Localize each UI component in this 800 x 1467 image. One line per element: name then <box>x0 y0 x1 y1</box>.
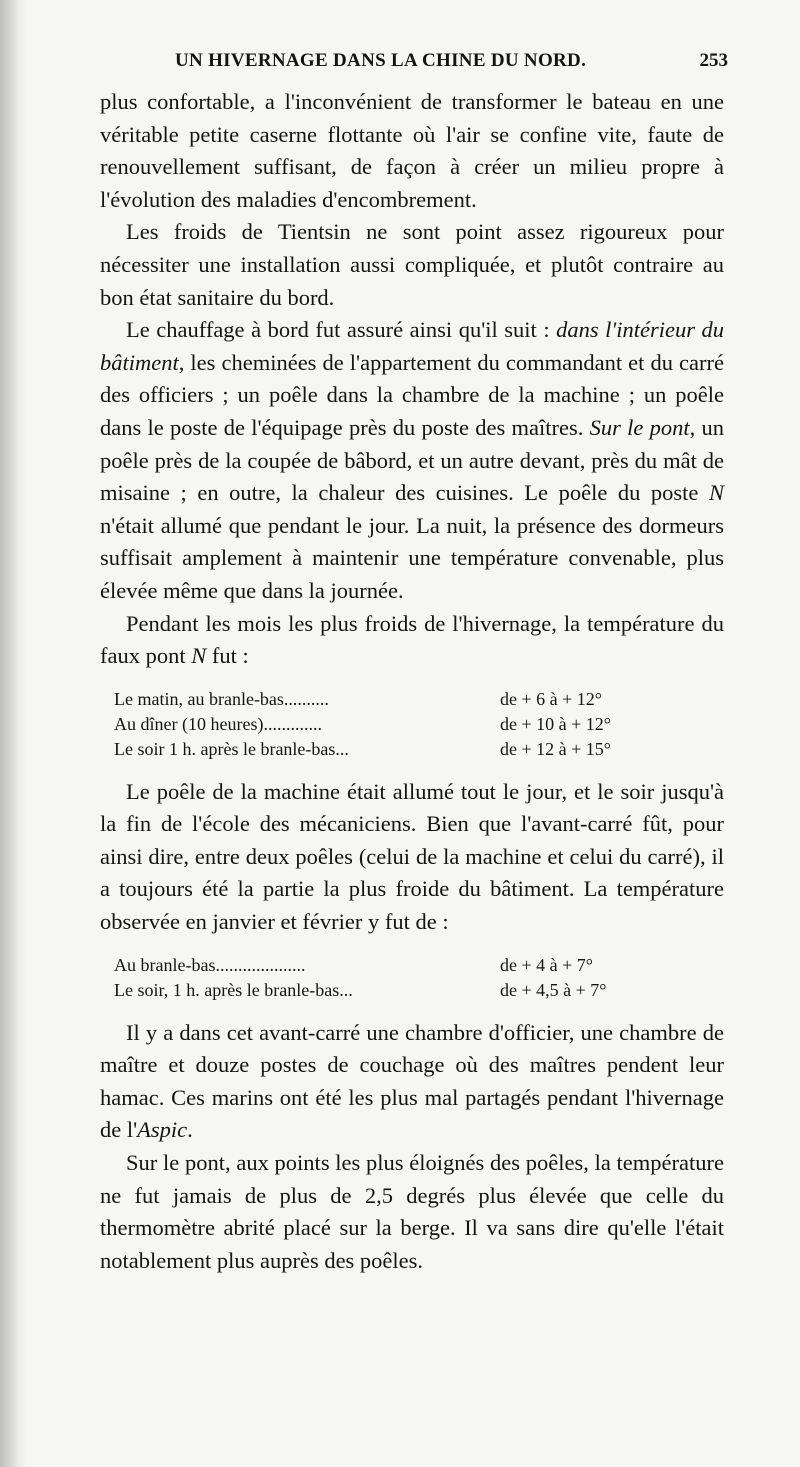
row-value: de + 10 à + 12° <box>500 713 611 734</box>
paragraph-4 <box>100 608 724 673</box>
row-label: Le matin, au branle-bas.......... <box>114 688 329 709</box>
row-label: Au branle-bas.................... <box>114 954 306 975</box>
paragraph-2: Les froids de Tientsin ne sont point assez rigoureux pour nécessiter une installation aussi compliquée, et plutôt contraire au bon état sanitaire du bord. <box>100 219 724 310</box>
table-row <box>114 687 674 712</box>
running-title: UN HIVERNAGE DANS LA CHINE DU NORD. <box>175 50 587 71</box>
temperature-table-faux-pont <box>114 687 674 762</box>
paragraph-6 <box>100 1017 724 1147</box>
p4-text-c: fut : <box>206 643 249 669</box>
row-label: Le soir 1 h. après le branle-bas... <box>114 738 349 759</box>
row-value: de + 4 à + 7° <box>500 954 593 975</box>
p3-text-g: n'était allumé que pendant le jour. La nuit, la présence des dormeurs suffisait amplement à maintenir une température convenable, plus élevée même que dans la journée. <box>100 512 724 603</box>
p3-text-c: , les cheminées de l'appartement du commandant et du carré des officiers ; un poêle dans la chambre de la machine ; un poêle dans le poste de l'équipage près du poste des maîtres. <box>100 349 724 440</box>
p3-italic-n: N <box>708 480 724 506</box>
p3-text-a: Le chauffage à bord fut assuré ainsi qu'il suit : <box>126 317 557 343</box>
p6-text-a: Il y a dans cet avant-carré une chambre d'officier, une chambre de maître et douze postes de couchage où des maîtres pendent leur hamac. Ces marins ont été les plus mal partagés pendant l'hivernage de l' <box>100 1019 724 1143</box>
page-number: 253 <box>699 50 728 71</box>
row-value: de + 4,5 à + 7° <box>500 979 607 1000</box>
running-header <box>100 50 730 74</box>
row-label: Au dîner (10 heures)............. <box>114 713 322 734</box>
paragraph-7: Sur le pont, aux points les plus éloignés des poêles, la température ne fut jamais de plus de 2,5 degrés plus élevée que celle du thermomètre abrité placé sur la berge. Il va sans dire qu'elle l'était notablement plus auprès des poêles. <box>100 1150 724 1273</box>
p6-text-c: . <box>187 1117 193 1143</box>
row-label: Le soir, 1 h. après le branle-bas... <box>114 979 353 1000</box>
row-value: de + 6 à + 12° <box>500 688 602 709</box>
gutter-shadow <box>0 0 28 1467</box>
p6-italic-aspic: Aspic <box>137 1117 188 1143</box>
paragraph-3 <box>100 314 724 607</box>
temperature-table-avant-carre <box>114 953 674 1003</box>
table-row <box>114 712 674 737</box>
p4-text-a: Pendant les mois les plus froids de l'hivernage, la température du faux pont <box>100 610 724 669</box>
table-row <box>114 953 674 978</box>
table-row <box>114 737 674 762</box>
p3-italic-pont: Sur le pont <box>589 414 690 440</box>
paragraph-1: plus confortable, a l'inconvénient de transformer le bateau en une véritable petite caserne flottante où l'air se confine vite, faute de renouvellement suffisant, de façon à créer un milieu propre à l'évolution des maladies d'encombrement. <box>100 89 724 212</box>
p3-text-e: , un poêle près de la coupée de bâbord, et un autre devant, près du mât de misaine ; en outre, la chaleur des cuisines. Le poêle du poste <box>100 414 725 506</box>
p3-italic-interior: dans l'intérieur du bâtiment <box>100 317 724 375</box>
body-text <box>100 86 724 1277</box>
row-value: de + 12 à + 15° <box>500 738 611 759</box>
paragraph-5: Le poêle de la machine était allumé tout le jour, et le soir jusqu'à la fin de l'école des mécaniciens. Bien que l'avant-carré fût, pour ainsi dire, entre deux poêles (celui de la machine et celui du carré), il a toujours été la partie la plus froide du bâtiment. La température observée en janvier et février y fut de : <box>100 778 724 935</box>
table-row <box>114 978 674 1003</box>
p4-italic-n: N <box>191 643 207 669</box>
